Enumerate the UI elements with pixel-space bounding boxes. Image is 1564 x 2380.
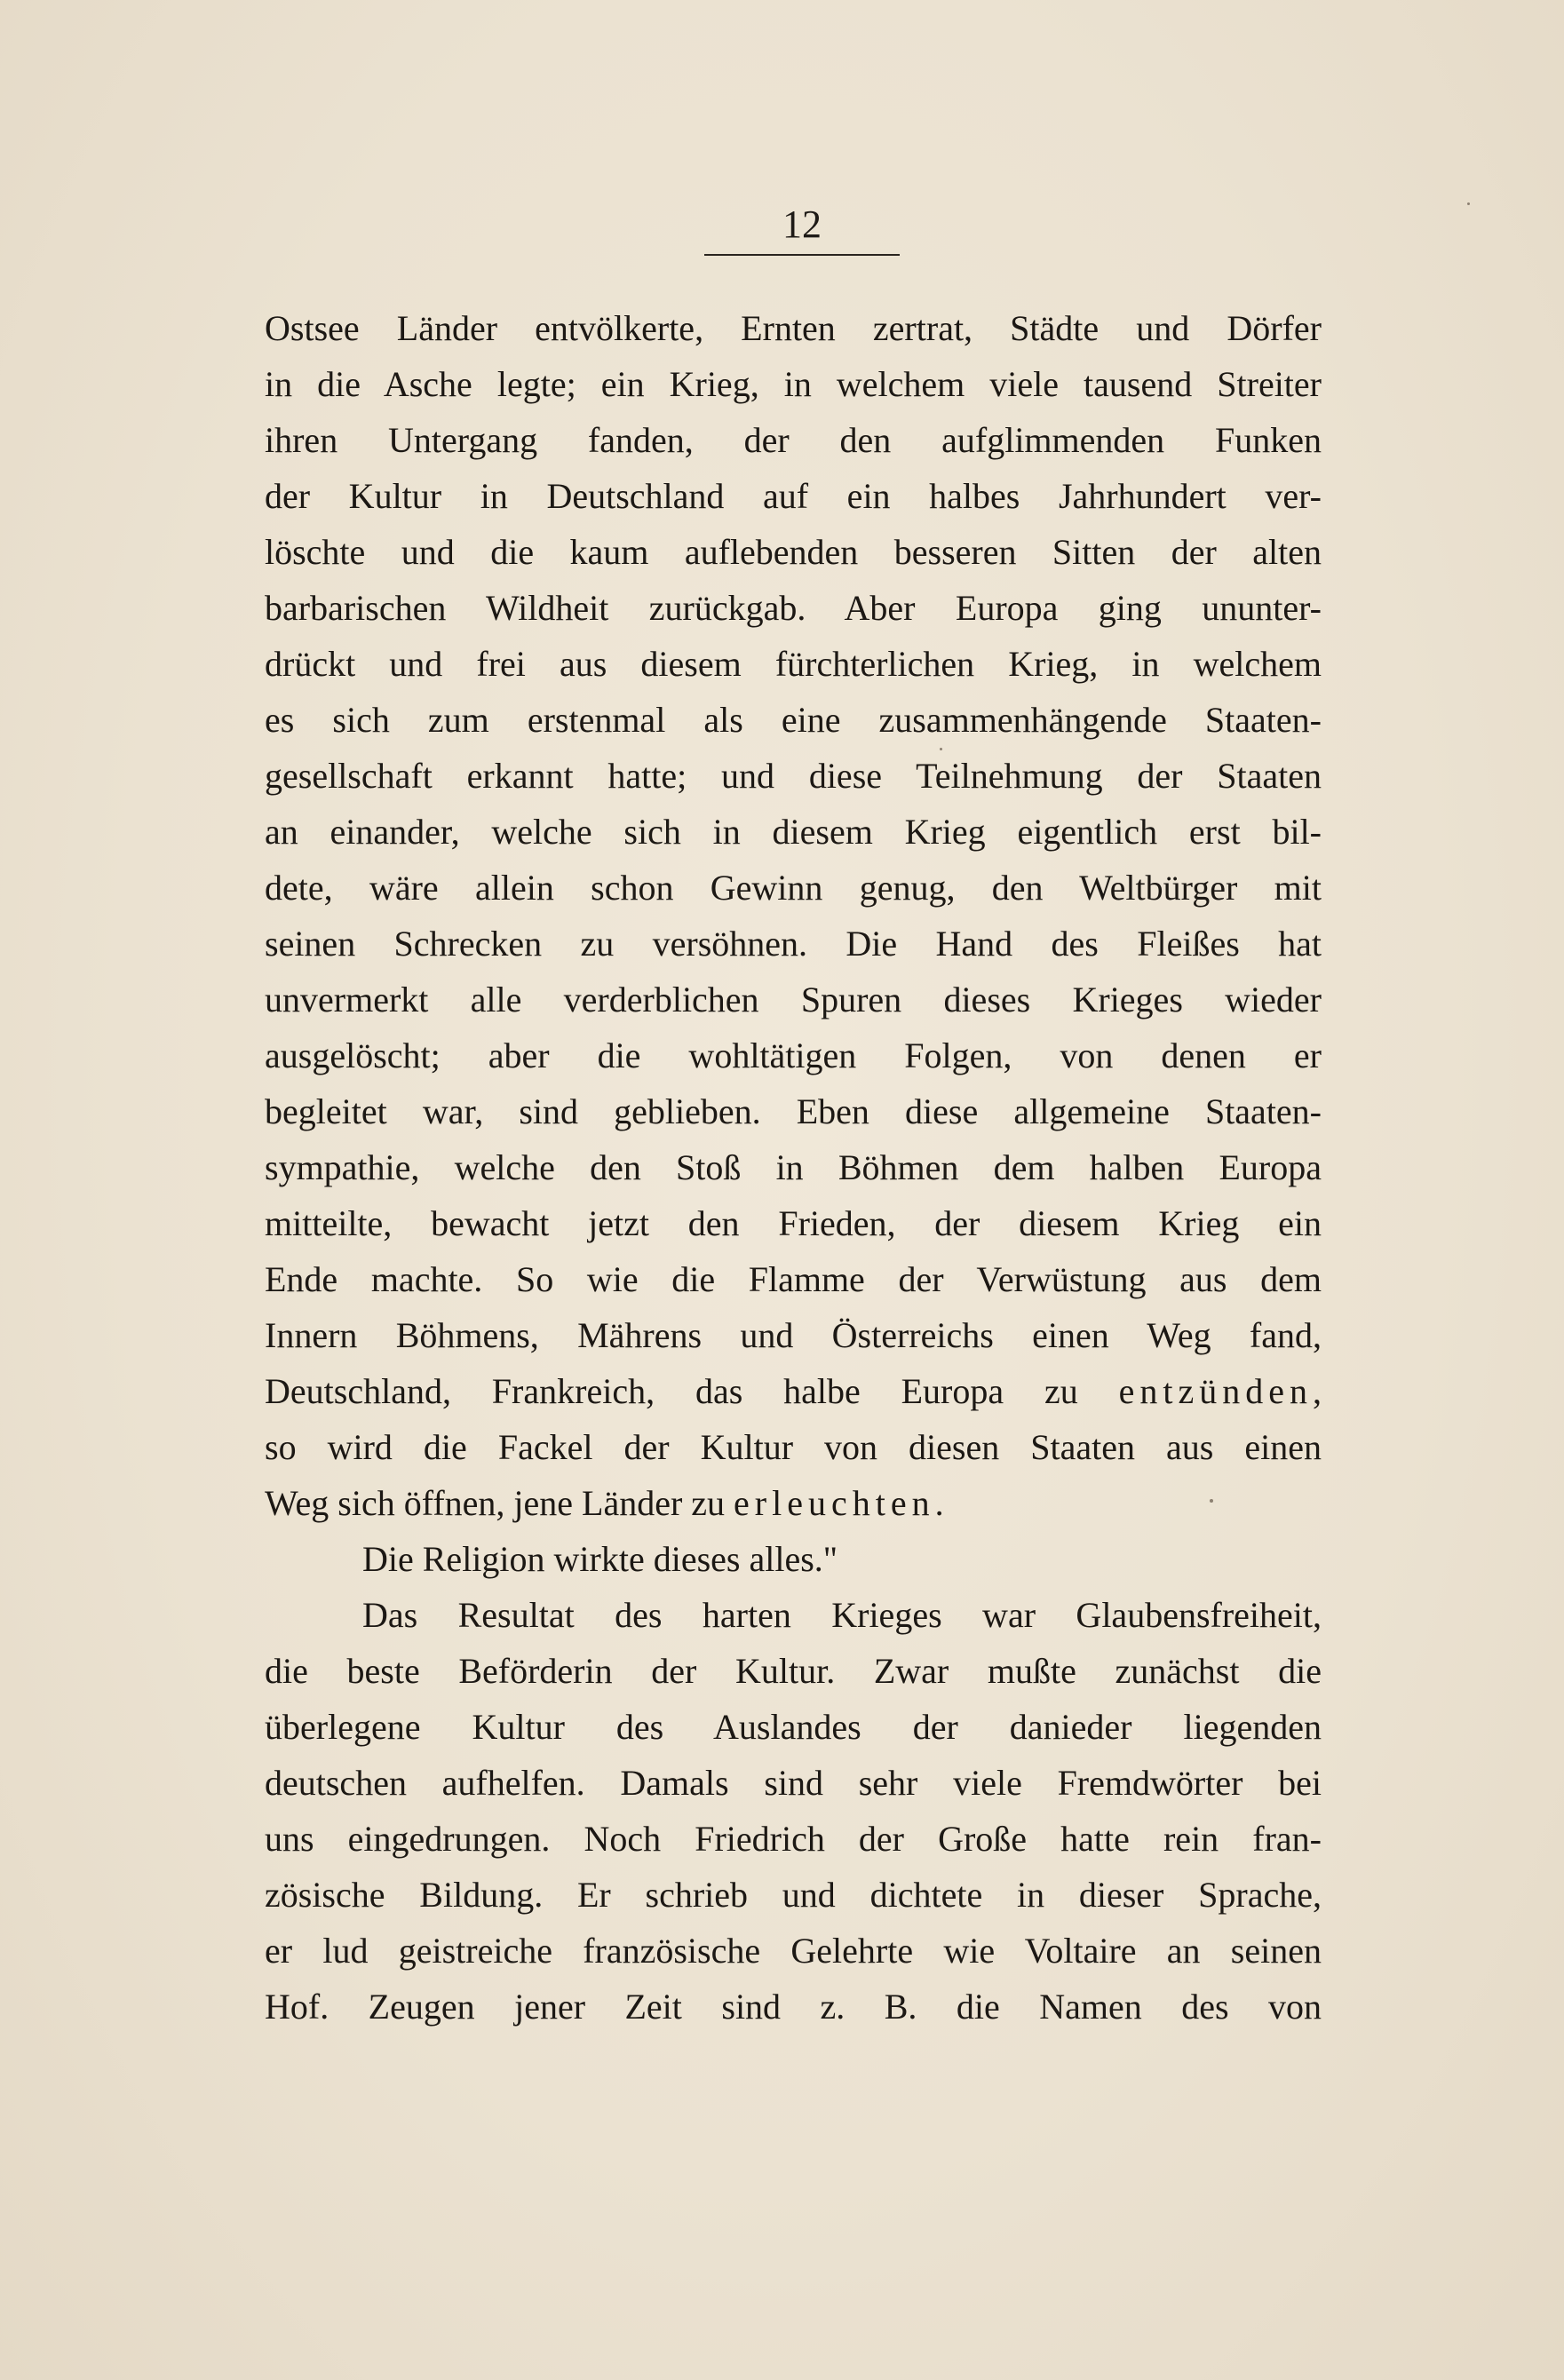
text-line: uns eingedrungen. Noch Friedrich der Große hatte rein fran- (265, 1819, 1322, 1859)
text-line: Hof. Zeugen jener Zeit sind z. B. die Namen des von (265, 1987, 1322, 2027)
text-line: begleitet war, sind geblieben. Eben diese allgemeine Staaten- (265, 1091, 1322, 1131)
line-text: Weg sich öffnen, jene Länder zu (265, 1483, 734, 1523)
text-line: dete, wäre allein schon Gewinn genug, den Weltbürger mit (265, 868, 1322, 908)
text-line: deutschen aufhelfen. Damals sind sehr viele Fremdwörter bei (265, 1763, 1322, 1803)
text-line: der Kultur in Deutschland auf ein halbes Jahrhundert ver- (265, 476, 1322, 516)
paper-speck (940, 748, 942, 750)
text-line: Die Religion wirkte dieses alles." (362, 1539, 838, 1579)
text-line: ihren Untergang fanden, der den aufglimmenden Funken (265, 420, 1322, 460)
text-line: mitteilte, bewacht jetzt den Frieden, der diesem Krieg ein (265, 1203, 1322, 1243)
text-line: gesellschaft erkannt hatte; und diese Teilnehmung der Staaten (265, 756, 1322, 796)
text-line: es sich zum erstenmal als eine zusammenhängende Staaten- (265, 700, 1322, 740)
line-punctuation: , (1313, 1371, 1322, 1411)
text-line (265, 1363, 1322, 1419)
paragraph-first-line: Das Resultat des harten Krieges war Glaubensfreiheit, (362, 1595, 1322, 1635)
text-line: so wird die Fackel der Kultur von diesen Staaten aus einen (265, 1427, 1322, 1467)
emphasized-word: erleuchten (734, 1483, 935, 1523)
paper-speck (1210, 1499, 1213, 1503)
text-line: an einander, welche sich in diesem Krieg eigentlich erst bil- (265, 812, 1322, 852)
text-line: unvermerkt alle verderblichen Spuren dieses Krieges wieder (265, 980, 1322, 1019)
text-line: ausgelöscht; aber die wohltätigen Folgen, von denen er (265, 1035, 1322, 1075)
text-line: löschte und die kaum auflebenden besseren Sitten der alten (265, 532, 1322, 572)
text-line: in die Asche legte; ein Krieg, in welchem viele tausend Streiter (265, 364, 1322, 404)
paper-speck (1467, 202, 1470, 205)
text-line: barbarischen Wildheit zurückgab. Aber Europa ging ununter- (265, 588, 1322, 628)
body-text (265, 300, 1322, 2035)
text-line: Innern Böhmens, Mährens und Österreichs einen Weg fand, (265, 1315, 1322, 1355)
text-line: zösische Bildung. Er schrieb und dichtete in dieser Sprache, (265, 1875, 1322, 1915)
text-line: überlegene Kultur des Auslandes der danieder liegenden (265, 1707, 1322, 1747)
text-line (265, 1475, 1322, 1531)
text-line: sympathie, welche den Stoß in Böhmen dem halben Europa (265, 1147, 1322, 1187)
page-number-rule (704, 254, 900, 256)
text-line: Ende machte. So wie die Flamme der Verwüstung aus dem (265, 1259, 1322, 1299)
text-line: drückt und frei aus diesem fürchterlichen Krieg, in welchem (265, 644, 1322, 684)
text-line: Ostsee Länder entvölkerte, Ernten zertrat, Städte und Dörfer (265, 308, 1322, 348)
text-line: er lud geistreiche französische Gelehrte wie Voltaire an seinen (265, 1931, 1322, 1971)
page-number: 12 (782, 202, 822, 246)
text-line: seinen Schrecken zu versöhnen. Die Hand des Fleißes hat (265, 924, 1322, 964)
line-text: Deutschland, Frankreich, das halbe Europa zu (265, 1371, 1119, 1411)
line-punctuation: . (934, 1483, 944, 1523)
text-line: die beste Beförderin der Kultur. Zwar mußte zunächst die (265, 1651, 1322, 1691)
emphasized-word: entzünden (1118, 1371, 1313, 1411)
